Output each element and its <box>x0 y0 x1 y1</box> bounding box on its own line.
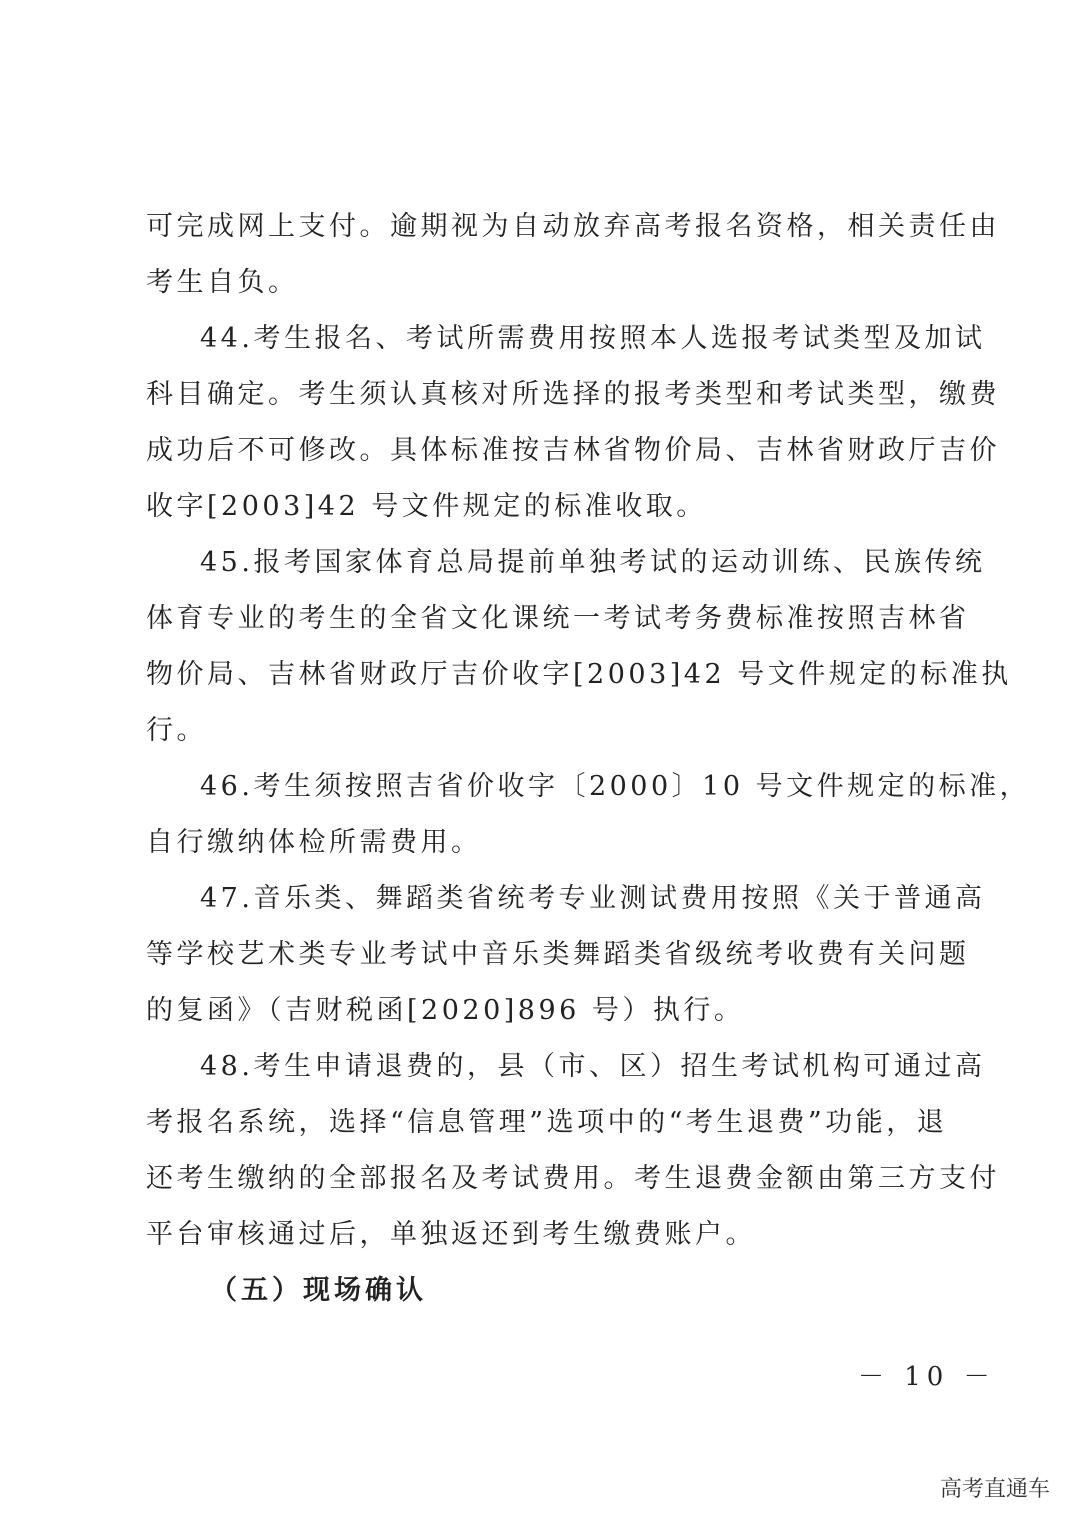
text-line: 行。 <box>146 715 207 746</box>
text-line: 收字[2003]42 号文件规定的标准收取。 <box>146 491 707 522</box>
watermark: 高考直通车 <box>939 1477 1050 1502</box>
text-line: 成功后不可修改。具体标准按吉林省物价局、吉林省财政厅吉价 <box>146 435 1000 466</box>
section-heading: （五）现场确认 <box>210 1275 427 1306</box>
text-line: 还考生缴纳的全部报名及考试费用。考生退费金额由第三方支付 <box>146 1163 1000 1194</box>
text-line: 等学校艺术类专业考试中音乐类舞蹈类省级统考收费有关问题 <box>146 939 970 970</box>
text-line: 体育专业的考生的全省文化课统一考试考务费标准按照吉林省 <box>146 603 970 634</box>
text-line: 科目确定。考生须认真核对所选择的报考类型和考试类型，缴费 <box>146 379 1000 410</box>
text-line: 物价局、吉林省财政厅吉价收字[2003]42 号文件规定的标准执 <box>146 659 1012 690</box>
text-line: 考报名系统，选择“信息管理”选项中的“考生退费”功能，退 <box>146 1107 948 1138</box>
paragraph-46-line: 46.考生须按照吉省价收字〔2000〕10 号文件规定的标准， <box>200 771 1031 802</box>
paragraph-47-line: 47.音乐类、舞蹈类省统考专业测试费用按照《关于普通高 <box>200 883 986 914</box>
text-line: 自行缴纳体检所需费用。 <box>146 827 482 858</box>
paragraph-48-line: 48.考生申请退费的，县（市、区）招生考试机构可通过高 <box>200 1051 986 1082</box>
text-line: 可完成网上支付。逾期视为自动放弃高考报名资格，相关责任由 <box>146 211 1000 242</box>
text-line: 的复函》（吉财税函[2020]896 号）执行。 <box>146 995 745 1026</box>
page-number: － 10 － <box>858 1362 996 1392</box>
paragraph-45-line: 45.报考国家体育总局提前单独考试的运动训练、民族传统 <box>200 547 986 578</box>
text-line: 平台审核通过后，单独返还到考生缴费账户。 <box>146 1219 756 1250</box>
paragraph-44-line: 44.考生报名、考试所需费用按照本人选报考试类型及加试 <box>200 323 986 354</box>
text-line: 考生自负。 <box>146 267 299 298</box>
